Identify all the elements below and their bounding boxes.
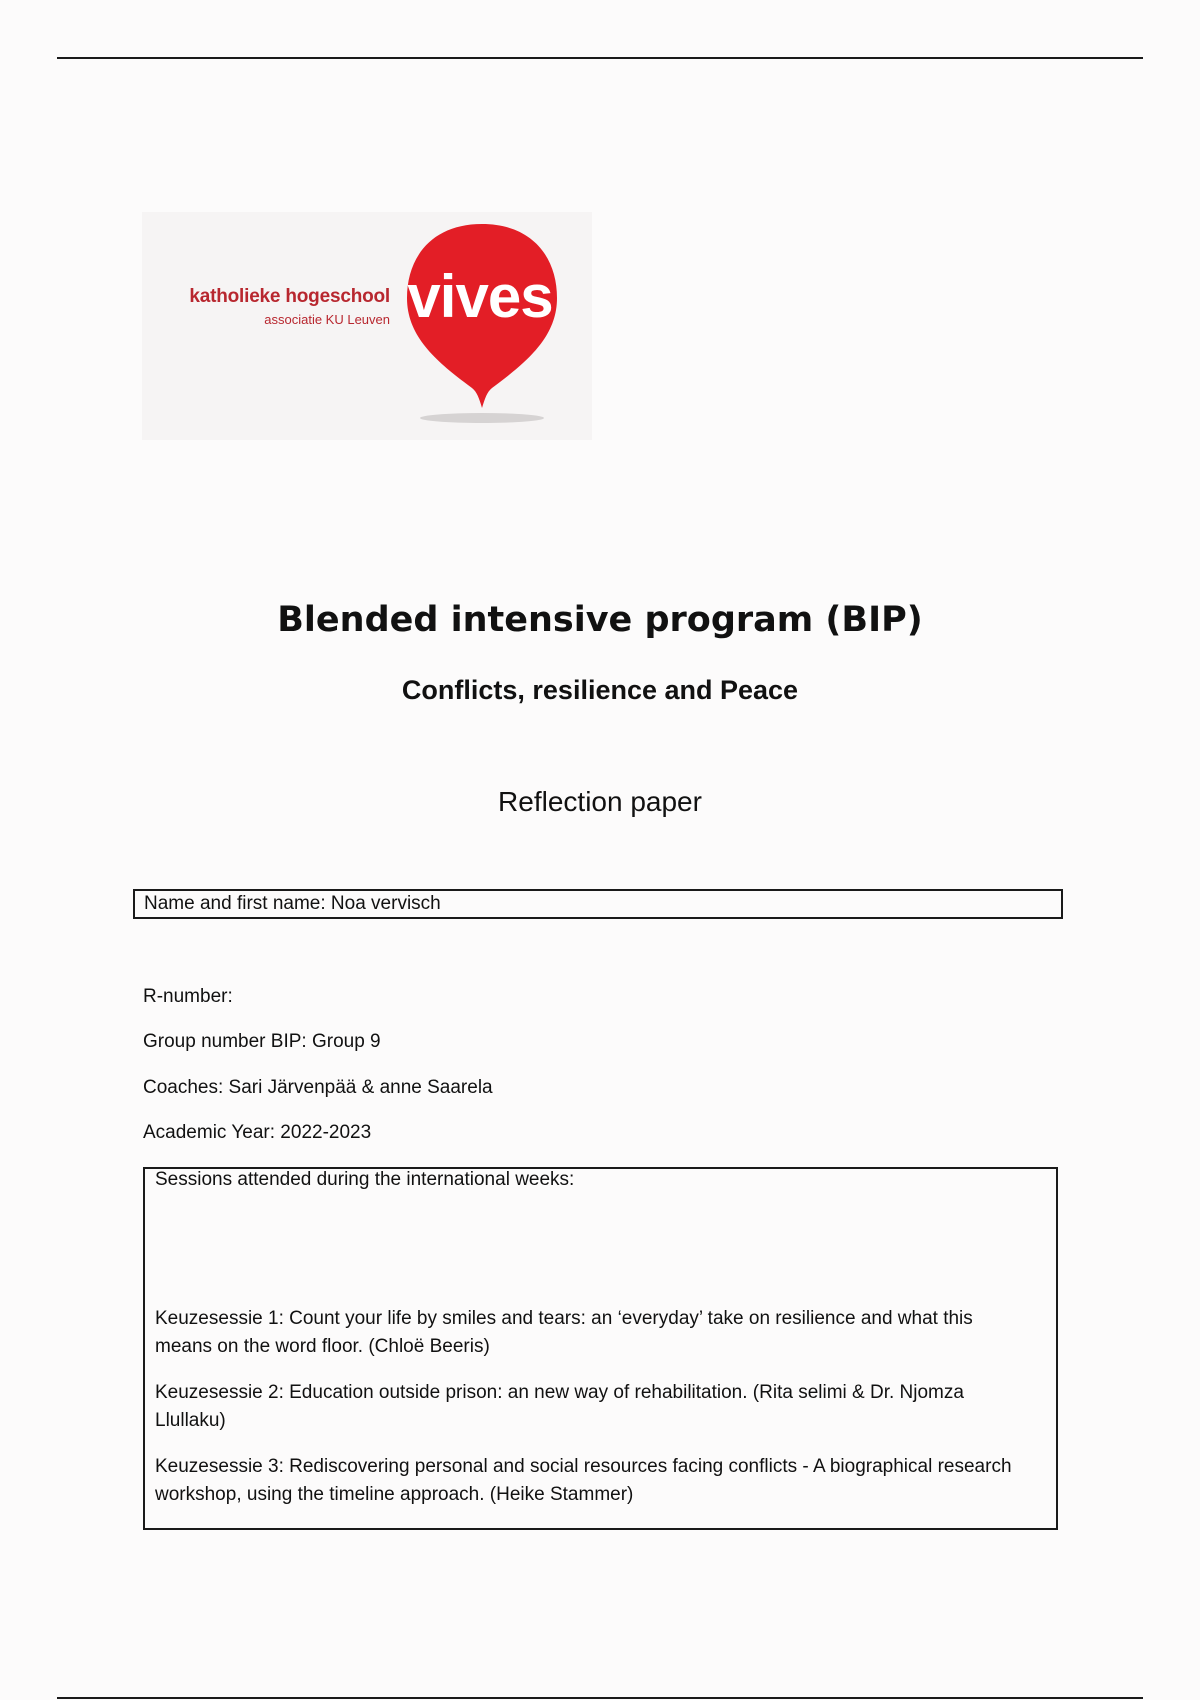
name-field: Name and first name: Noa vervisch <box>144 893 441 914</box>
name-field-box <box>133 889 1063 919</box>
logo-brand: vives <box>407 263 553 330</box>
document-type: Reflection paper <box>498 786 702 817</box>
session-item-1: Keuzesessie 1: Count your life by smiles and tears: an ‘everyday’ take on resilience and what this means on the word floor. (Chloë Beeris) <box>155 1308 973 1357</box>
logo-school-name: katholieke hogeschool <box>189 286 390 307</box>
r-number-field: R-number: <box>143 986 233 1007</box>
document-title: Blended intensive program (BIP) <box>277 600 923 640</box>
session-item-2: Keuzesessie 2: Education outside prison: an new way of rehabilitation. (Rita selimi & Dr. Njomza Llullaku) <box>155 1382 964 1431</box>
academic-year-field: Academic Year: 2022-2023 <box>143 1122 372 1143</box>
session-item-3: Keuzesessie 3: Rediscovering personal and social resources facing conflicts - A biographical research workshop, using the timeline approach. (Heike Stammer) <box>155 1456 1012 1505</box>
document-subtitle: Conflicts, resilience and Peace <box>401 675 799 705</box>
footer-rule <box>57 1697 1143 1699</box>
vives-logo <box>142 212 592 440</box>
sessions-heading: Sessions attended during the international weeks: <box>155 1169 575 1190</box>
group-number-field: Group number BIP: Group 9 <box>143 1031 381 1052</box>
header-rule <box>57 57 1143 59</box>
logo-association: associatie KU Leuven <box>264 312 390 327</box>
coaches-field: Coaches: Sari Järvenpää & anne Saarela <box>143 1077 493 1098</box>
sessions-box <box>143 1167 1058 1530</box>
